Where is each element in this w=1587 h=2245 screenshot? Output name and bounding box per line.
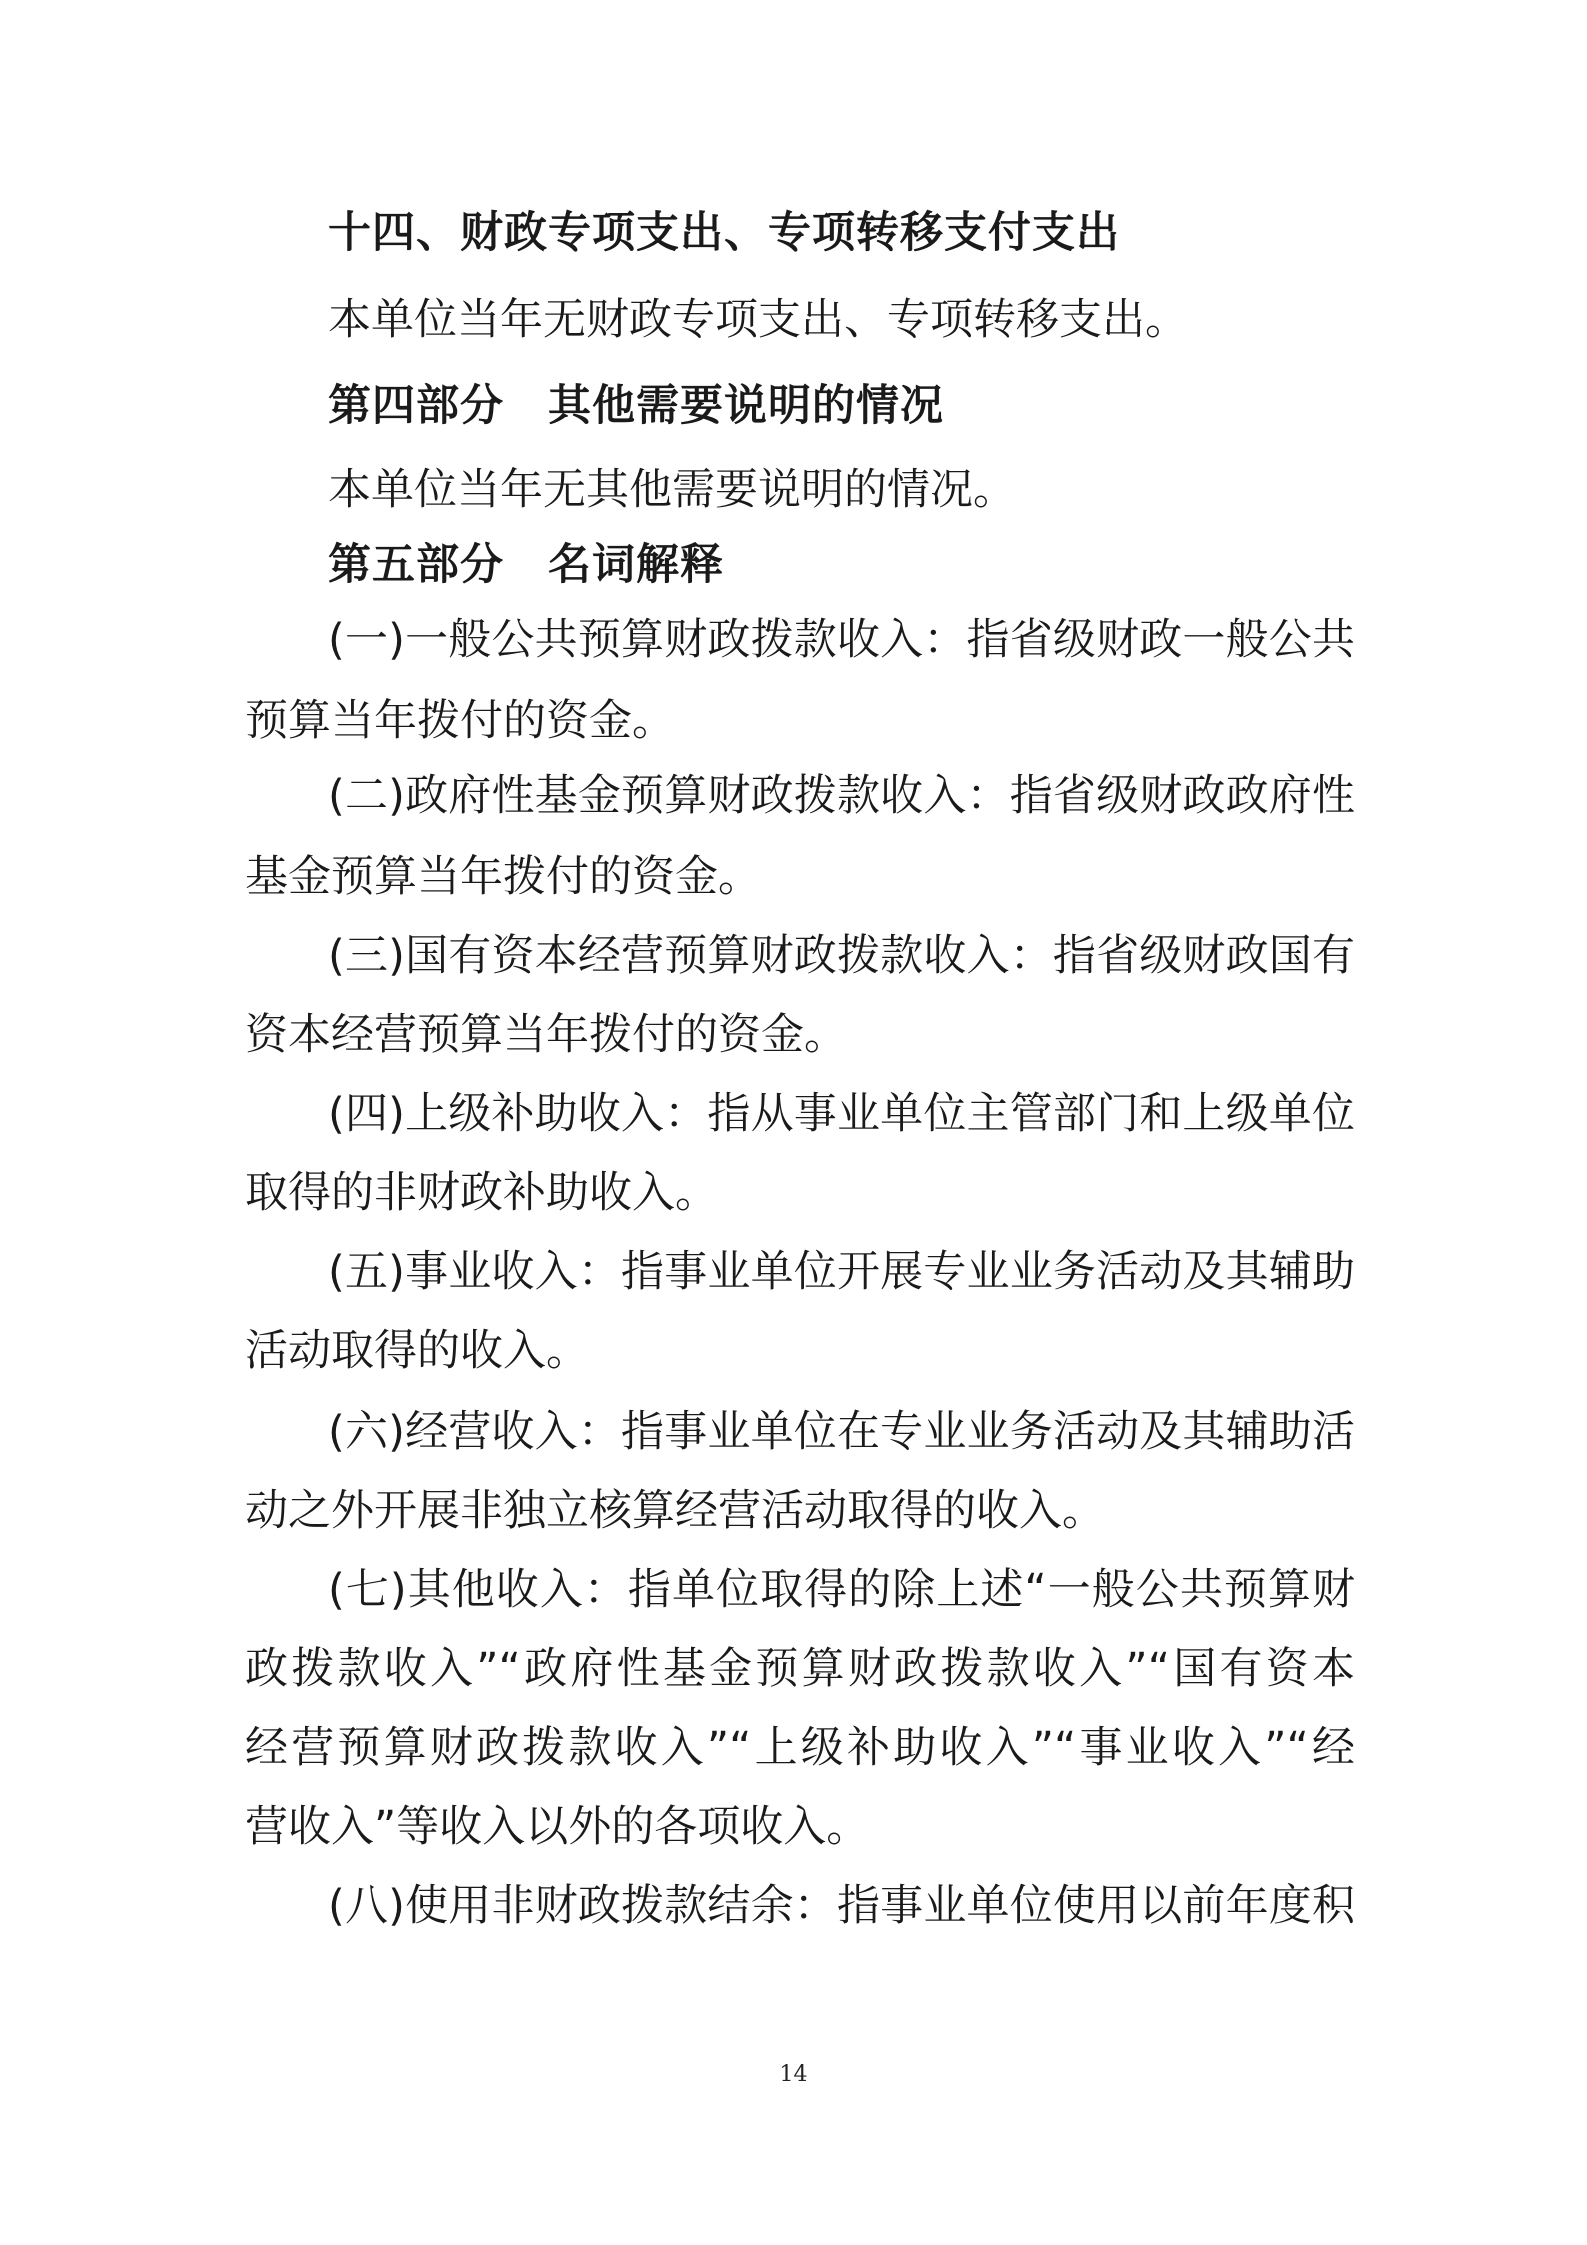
definition-7-line-3: 经营预算财政拨款收入”“上级补助收入”“事业收入”“经 — [245, 1723, 1355, 1773]
definition-6-line-1: (六)经营收入：指事业单位在专业业务活动及其辅助活 — [328, 1407, 1355, 1457]
definition-7-line-4: 营收入”等收入以外的各项收入。 — [245, 1802, 870, 1852]
definition-5-line-2: 活动取得的收入。 — [245, 1326, 589, 1376]
definition-1-line-1: (一)一般公共预算财政拨款收入：指省级财政一般公共 — [328, 615, 1355, 665]
definition-3-line-2: 资本经营预算当年拨付的资金。 — [245, 1010, 847, 1060]
section-heading-14: 十四、财政专项支出、专项转移支付支出 — [328, 208, 1120, 258]
part4-text: 本单位当年无其他需要说明的情况。 — [328, 465, 1016, 515]
part5-title: 第五部分 名词解释 — [328, 540, 724, 590]
definition-4-line-1: (四)上级补助收入：指从事业单位主管部门和上级单位 — [328, 1089, 1355, 1139]
definition-5-line-1: (五)事业收入：指事业单位开展专业业务活动及其辅助 — [328, 1247, 1355, 1297]
definition-8-line-1: (八)使用非财政拨款结余：指事业单位使用以前年度积 — [328, 1881, 1355, 1931]
definition-2-line-2: 基金预算当年拨付的资金。 — [245, 852, 761, 902]
definition-7-line-1: (七)其他收入：指单位取得的除上述“一般公共预算财 — [328, 1565, 1355, 1615]
definition-1-line-2: 预算当年拨付的资金。 — [245, 696, 675, 746]
paragraph-14: 本单位当年无财政专项支出、专项转移支出。 — [328, 295, 1188, 345]
part4-title: 第四部分 其他需要说明的情况 — [328, 381, 944, 431]
page-number: 14 — [779, 2062, 808, 2087]
definition-3-line-1: (三)国有资本经营预算财政拨款收入：指省级财政国有 — [328, 931, 1355, 981]
definition-4-line-2: 取得的非财政补助收入。 — [245, 1168, 718, 1218]
definition-2-line-1: (二)政府性基金预算财政拨款收入：指省级财政政府性 — [328, 771, 1355, 821]
definition-6-line-2: 动之外开展非独立核算经营活动取得的收入。 — [245, 1486, 1105, 1536]
definition-7-line-2: 政拨款收入”“政府性基金预算财政拨款收入”“国有资本 — [245, 1644, 1355, 1694]
